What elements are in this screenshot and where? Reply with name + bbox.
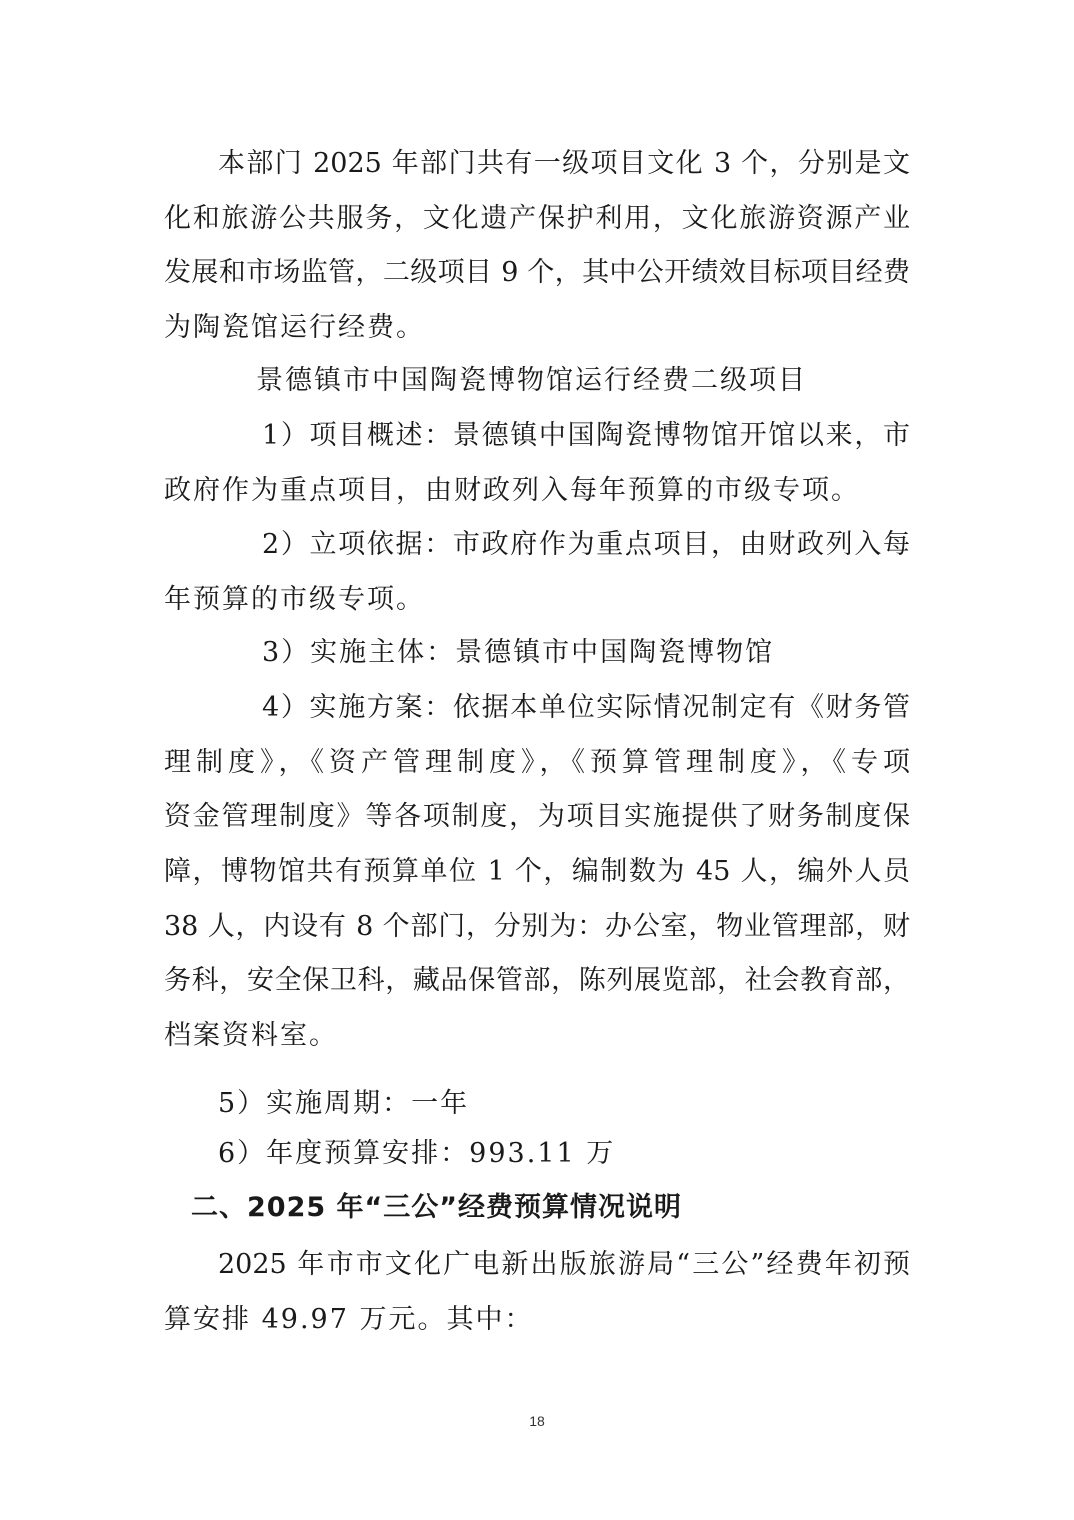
- paragraph-line: 理制度》，《资产管理制度》，《预算管理制度》，《专项: [164, 747, 910, 778]
- paragraph-line: 务科，安全保卫科，藏品保管部，陈列展览部，社会教育部，: [164, 965, 910, 996]
- paragraph-line: 发展和市场监管，二级项目 9 个，其中公开绩效目标项目经费: [164, 257, 910, 288]
- paragraph-line: 障，博物馆共有预算单位 1 个，编制数为 45 人，编外人员: [164, 856, 910, 887]
- paragraph-line: 化和旅游公共服务，文化遗产保护利用，文化旅游资源产业: [164, 203, 910, 234]
- paragraph-line: 2025 年市市文化广电新出版旅游局“三公”经费年初预: [218, 1249, 910, 1280]
- paragraph-line: 2）立项依据：市政府作为重点项目，由财政列入每: [262, 529, 910, 560]
- paragraph-line: 算安排 49.97 万元。其中：: [164, 1304, 534, 1335]
- paragraph-line: 政府作为重点项目，由财政列入每年预算的市级专项。: [164, 475, 860, 506]
- paragraph-line: 4）实施方案：依据本单位实际情况制定有《财务管: [262, 692, 910, 723]
- section-subtitle: 景德镇市中国陶瓷博物馆运行经费二级项目: [256, 365, 807, 396]
- paragraph-line: 6）年度预算安排：993.11 万: [218, 1138, 616, 1169]
- paragraph-line: 3）实施主体：景德镇市中国陶瓷博物馆: [262, 637, 775, 668]
- paragraph-line: 5）实施周期：一年: [218, 1088, 470, 1119]
- paragraph-line: 38 人，内设有 8 个部门，分别为：办公室，物业管理部，财: [164, 911, 910, 942]
- paragraph-line: 年预算的市级专项。: [164, 584, 425, 615]
- paragraph-line: 资金管理制度》等各项制度，为项目实施提供了财务制度保: [164, 801, 910, 832]
- paragraph-line: 为陶瓷馆运行经费。: [164, 312, 425, 343]
- paragraph-line: 本部门 2025 年部门共有一级项目文化 3 个，分别是文: [218, 148, 910, 179]
- paragraph-line: 1）项目概述：景德镇中国陶瓷博物馆开馆以来，市: [262, 420, 910, 451]
- section-heading: 二、2025 年“三公”经费预算情况说明: [191, 1192, 683, 1223]
- paragraph-line: 档案资料室。: [164, 1020, 338, 1051]
- page-number: 18: [529, 1413, 545, 1429]
